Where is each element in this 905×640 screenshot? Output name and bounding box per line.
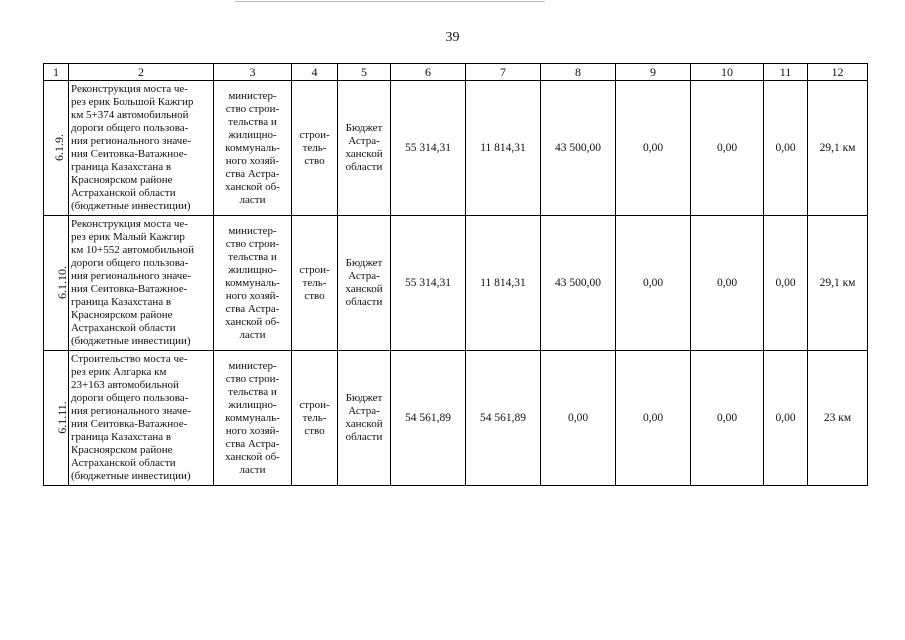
value-col-8: 0,00 bbox=[541, 351, 616, 486]
project-name: Реконструкция моста че- рез ерик Малый Кажгир км 10+552 автомобильной дороги общего пользова- ния регионального значе- ния Сеитовка-Ватажное- граница Казахстана в Красноярском районе Астраханской области (бюджетные инвестиции) bbox=[69, 216, 214, 351]
header-row bbox=[44, 64, 868, 81]
row-number-cell bbox=[44, 216, 69, 351]
header-col-5: 5 bbox=[338, 64, 391, 81]
budget-table bbox=[43, 63, 868, 486]
row-number: 6.1.9. bbox=[52, 134, 66, 161]
value-col-11: 0,00 bbox=[764, 351, 808, 486]
project-name: Реконструкция моста че- рез ерик Большой Кажгир км 5+374 автомобильной дороги общего пользова- ния регионального значе- ния Сеитовка-Ватажное- граница Казахстана в Красноярском районе Астраханской области (бюджетные инвестиции) bbox=[69, 81, 214, 216]
value-col-9: 0,00 bbox=[616, 81, 691, 216]
top-rule bbox=[235, 1, 545, 2]
capacity-value: 29,1 км bbox=[808, 216, 868, 351]
value-col-6: 54 561,89 bbox=[391, 351, 466, 486]
header-col-9: 9 bbox=[616, 64, 691, 81]
value-col-11: 0,00 bbox=[764, 81, 808, 216]
row-number: 6.1.10. bbox=[55, 266, 69, 299]
work-type: строи- тель- ство bbox=[292, 81, 338, 216]
table-row bbox=[44, 351, 868, 486]
value-col-10: 0,00 bbox=[691, 216, 764, 351]
value-col-9: 0,00 bbox=[616, 216, 691, 351]
value-col-9: 0,00 bbox=[616, 351, 691, 486]
value-col-7: 11 814,31 bbox=[466, 81, 541, 216]
project-name: Строительство моста че- рез ерик Алгарка км 23+163 автомобильной дороги общего пользова- ния регионального значе- ния Сеитовка-Ватажное- граница Казахстана в Красноярском районе Астраханской области (бюджетные инвестиции) bbox=[69, 351, 214, 486]
header-col-10: 10 bbox=[691, 64, 764, 81]
header-col-6: 6 bbox=[391, 64, 466, 81]
capacity-value: 23 км bbox=[808, 351, 868, 486]
capacity-value: 29,1 км bbox=[808, 81, 868, 216]
responsible-organization: министер- ство строи- тельства и жилищно- коммуналь- ного хозяй- ства Астра- ханской об- ласти bbox=[214, 351, 292, 486]
table-row bbox=[44, 81, 868, 216]
row-number-cell bbox=[44, 351, 69, 486]
header-col-4: 4 bbox=[292, 64, 338, 81]
header-col-2: 2 bbox=[69, 64, 214, 81]
value-col-10: 0,00 bbox=[691, 81, 764, 216]
header-col-1: 1 bbox=[44, 64, 69, 81]
value-col-8: 43 500,00 bbox=[541, 216, 616, 351]
responsible-organization: министер- ство строи- тельства и жилищно- коммуналь- ного хозяй- ства Астра- ханской об- ласти bbox=[214, 216, 292, 351]
header-col-8: 8 bbox=[541, 64, 616, 81]
page-number: 39 bbox=[445, 30, 460, 45]
value-col-7: 54 561,89 bbox=[466, 351, 541, 486]
work-type: строи- тель- ство bbox=[292, 216, 338, 351]
work-type: строи- тель- ство bbox=[292, 351, 338, 486]
value-col-10: 0,00 bbox=[691, 351, 764, 486]
header-col-11: 11 bbox=[764, 64, 808, 81]
value-col-7: 11 814,31 bbox=[466, 216, 541, 351]
funding-source: Бюджет Астра- ханской области bbox=[338, 81, 391, 216]
responsible-organization: министер- ство строи- тельства и жилищно- коммуналь- ного хозяй- ства Астра- ханской об- ласти bbox=[214, 81, 292, 216]
value-col-8: 43 500,00 bbox=[541, 81, 616, 216]
value-col-11: 0,00 bbox=[764, 216, 808, 351]
value-col-6: 55 314,31 bbox=[391, 216, 466, 351]
value-col-6: 55 314,31 bbox=[391, 81, 466, 216]
funding-source: Бюджет Астра- ханской области bbox=[338, 351, 391, 486]
table-row bbox=[44, 216, 868, 351]
header-col-7: 7 bbox=[466, 64, 541, 81]
funding-source: Бюджет Астра- ханской области bbox=[338, 216, 391, 351]
header-col-3: 3 bbox=[214, 64, 292, 81]
header-col-12: 12 bbox=[808, 64, 868, 81]
row-number: 6.1.11. bbox=[54, 401, 69, 434]
row-number-cell bbox=[44, 81, 69, 216]
